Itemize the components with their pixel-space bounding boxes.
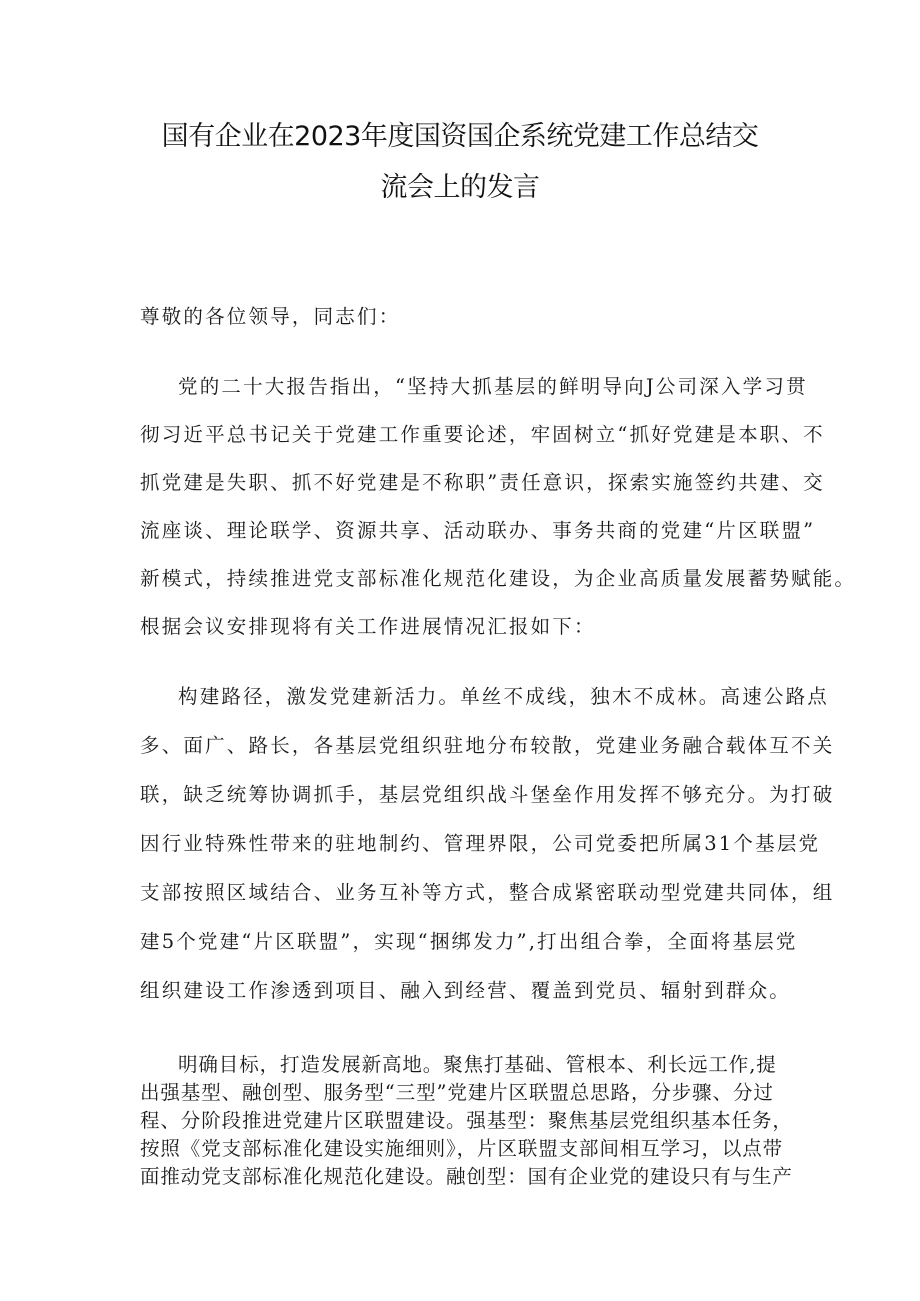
paragraph-2-line: 组织建设工作渗透到项目、融入到经营、覆盖到党员、辐射到群众。 bbox=[140, 979, 792, 1002]
paragraph-1-line: 根据会议安排现将有关工作进展情况汇报如下： bbox=[140, 615, 596, 638]
paragraph-3-line: 明确目标，打造发展新高地。聚焦打基础、管根本、利长远工作,提 bbox=[178, 1053, 777, 1076]
paragraph-2-line: 建5个党建“片区联盟”，实现“捆绑发力”,打出组合拳，全面将基层党 bbox=[140, 930, 798, 953]
paragraph-2-line: 构建路径，激发党建新活力。单丝不成线，独木不成林。高速公路点 bbox=[178, 685, 830, 708]
paragraph-1-line: 抓党建是失职、抓不好党建是不称职”责任意识，探索实施签约共建、交 bbox=[140, 471, 825, 494]
document-title-line-2: 流会上的发言 bbox=[380, 172, 540, 203]
paragraph-2-line: 多、面广、路长，各基层党组织驻地分布较散，党建业务融合载体互不关 bbox=[140, 734, 835, 757]
paragraph-3-line: 面推动党支部标准化规范化建设。融创型：国有企业党的建设只有与生产 bbox=[140, 1165, 793, 1188]
paragraph-2-line: 联，缺乏统筹协调抓手，基层党组织战斗堡垒作用发挥不够充分。为打破 bbox=[140, 783, 835, 806]
paragraph-2-line: 因行业特殊性带来的驻地制约、管理界限，公司党委把所属31个基层党 bbox=[140, 832, 821, 855]
paragraph-3-line: 程、分阶段推进党建片区联盟建设。强基型：聚焦基层党组织基本任务， bbox=[140, 1109, 793, 1132]
paragraph-2-line: 支部按照区域结合、业务互补等方式，整合成紧密联动型党建共同体，组 bbox=[140, 881, 835, 904]
paragraph-1-line: 党的二十大报告指出，“坚持大抓基层的鲜明导向J公司深入学习贯 bbox=[178, 375, 808, 398]
paragraph-1-line: 彻习近平总书记关于党建工作重要论述，牢固树立“抓好党建是本职、不 bbox=[140, 423, 825, 446]
paragraph-1-line: 新模式，持续推进党支部标准化规范化建设，为企业高质量发展蓄势赋能。 bbox=[140, 567, 857, 590]
document-title-line-1: 国有企业在2023年度国资国企系统党建工作总结交 bbox=[161, 121, 759, 152]
paragraph-3-line: 按照《党支部标准化建设实施细则》，片区联盟支部间相互学习，以点带 bbox=[140, 1137, 784, 1160]
salutation: 尊敬的各位领导，同志们： bbox=[140, 305, 401, 328]
paragraph-1-line: 流座谈、理论联学、资源共享、活动联办、事务共商的党建“片区联盟” bbox=[140, 519, 816, 542]
paragraph-3-line: 出强基型、融创型、服务型“三型”党建片区联盟总思路，分步骤、分过 bbox=[140, 1081, 774, 1104]
